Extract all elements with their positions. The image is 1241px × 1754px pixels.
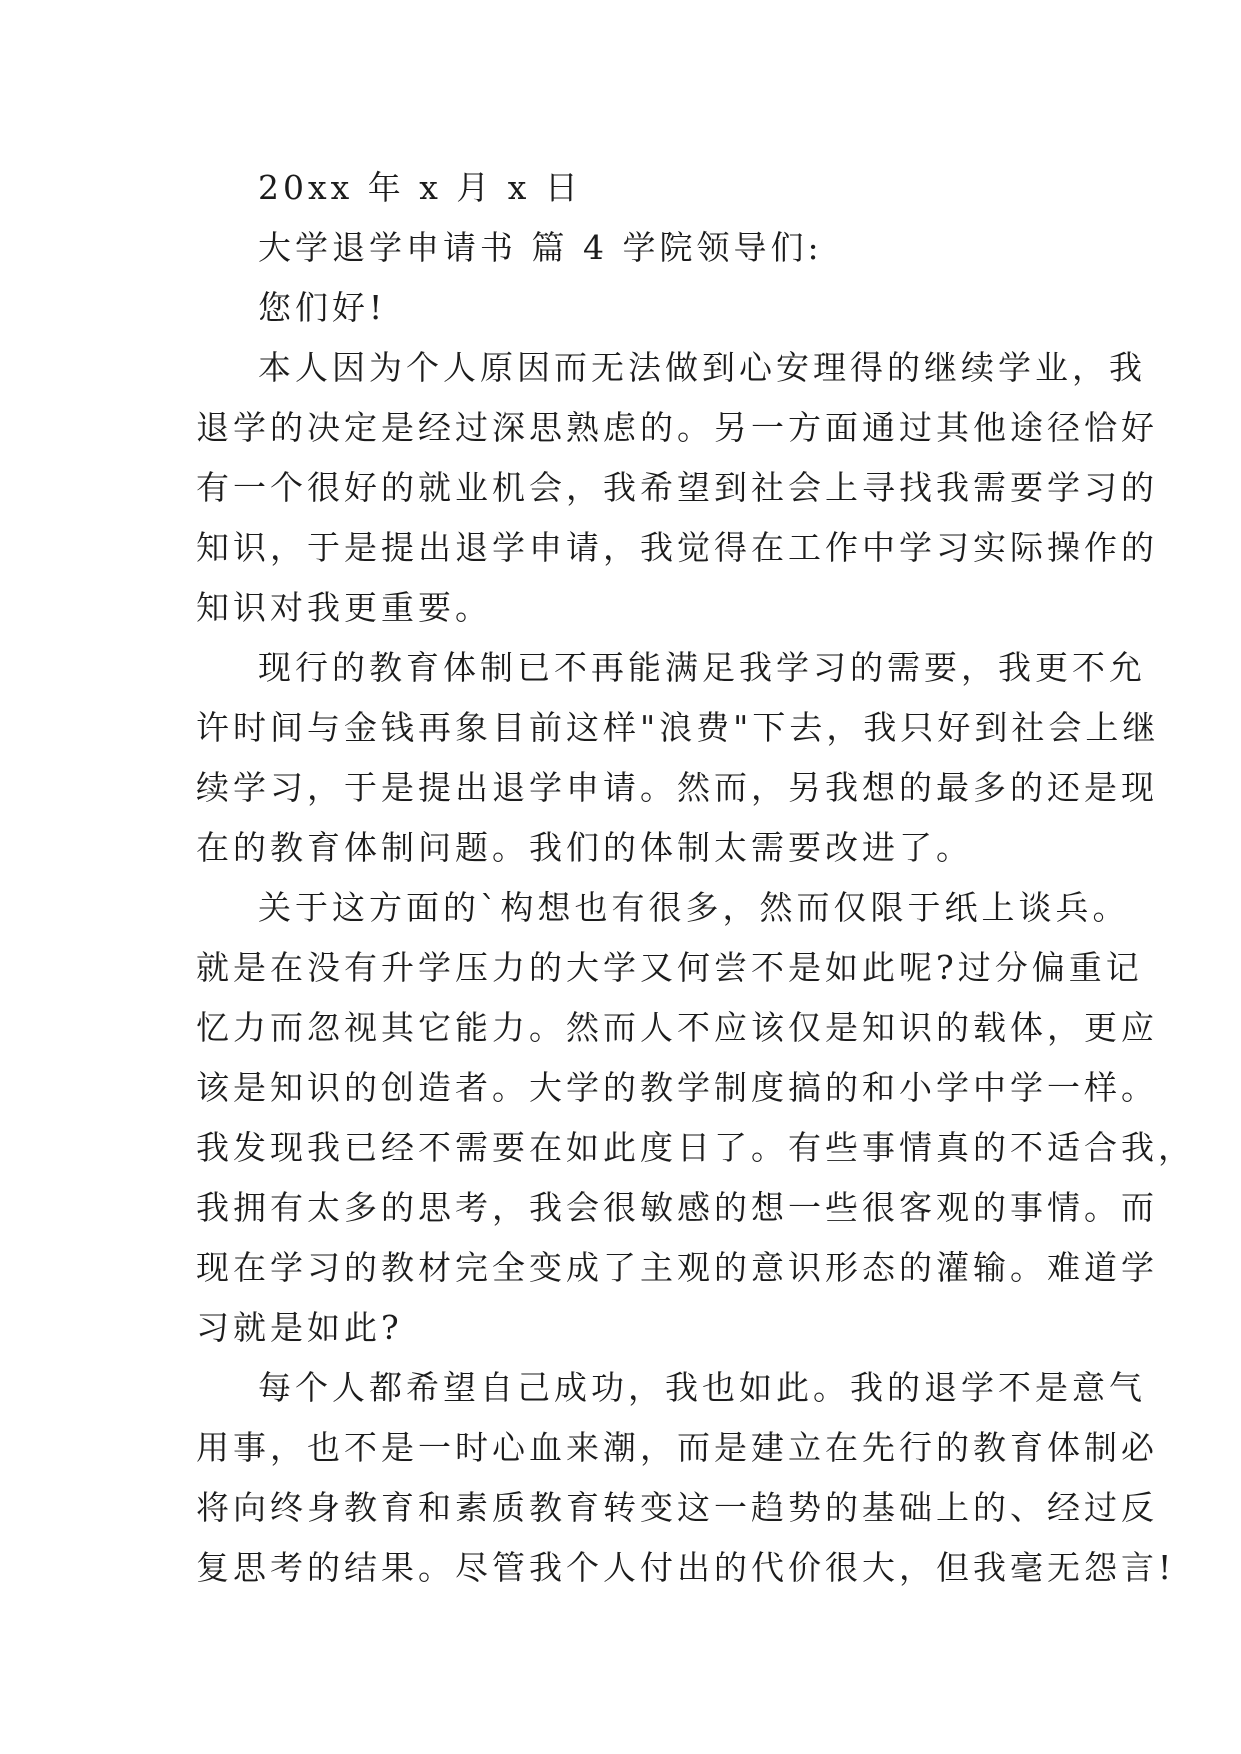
document-heading: 大学退学申请书 篇 4 学院领导们: — [258, 228, 823, 267]
body-line: 本人因为个人原因而无法做到心安理得的继续学业，我 — [258, 348, 1146, 387]
body-line: 复思考的结果。尽管我个人付出的代价很大，但我毫无怨言! — [196, 1548, 1176, 1587]
body-line: 现行的教育体制已不再能满足我学习的需要，我更不允 — [258, 648, 1146, 687]
body-line: 用事，也不是一时心血来潮，而是建立在先行的教育体制必 — [196, 1428, 1158, 1467]
body-line: 我拥有太多的思考，我会很敏感的想一些很客观的事情。而 — [196, 1188, 1158, 1227]
body-line: 在的教育体制问题。我们的体制太需要改进了。 — [196, 828, 973, 867]
body-line: 习就是如此? — [196, 1308, 403, 1347]
body-line: 退学的决定是经过深思熟虑的。另一方面通过其他途径恰好 — [196, 408, 1158, 447]
body-line: 现在学习的教材完全变成了主观的意识形态的灌输。难道学 — [196, 1248, 1158, 1287]
body-line: 我发现我已经不需要在如此度日了。有些事情真的不适合我， — [196, 1128, 1195, 1167]
greeting-line: 您们好! — [258, 288, 387, 327]
body-line: 知识对我更重要。 — [196, 588, 492, 627]
body-line: 有一个很好的就业机会，我希望到社会上寻找我需要学习的 — [196, 468, 1158, 507]
body-line: 该是知识的创造者。大学的教学制度搞的和小学中学一样。 — [196, 1068, 1158, 1107]
body-line: 续学习，于是提出退学申请。然而，另我想的最多的还是现 — [196, 768, 1158, 807]
body-line: 许时间与金钱再象目前这样"浪费"下去，我只好到社会上继 — [196, 708, 1160, 747]
body-line: 知识，于是提出退学申请，我觉得在工作中学习实际操作的 — [196, 528, 1158, 567]
body-line: 忆力而忽视其它能力。然而人不应该仅是知识的载体，更应 — [196, 1008, 1158, 1047]
date-line: 20xx 年 x 月 x 日 — [258, 168, 582, 207]
body-line: 每个人都希望自己成功，我也如此。我的退学不是意气 — [258, 1368, 1146, 1407]
body-line: 就是在没有升学压力的大学又何尝不是如此呢?过分偏重记 — [196, 948, 1143, 987]
body-line: 关于这方面的`构想也有很多，然而仅限于纸上谈兵。 — [258, 888, 1130, 927]
body-line: 将向终身教育和素质教育转变这一趋势的基础上的、经过反 — [196, 1488, 1158, 1527]
